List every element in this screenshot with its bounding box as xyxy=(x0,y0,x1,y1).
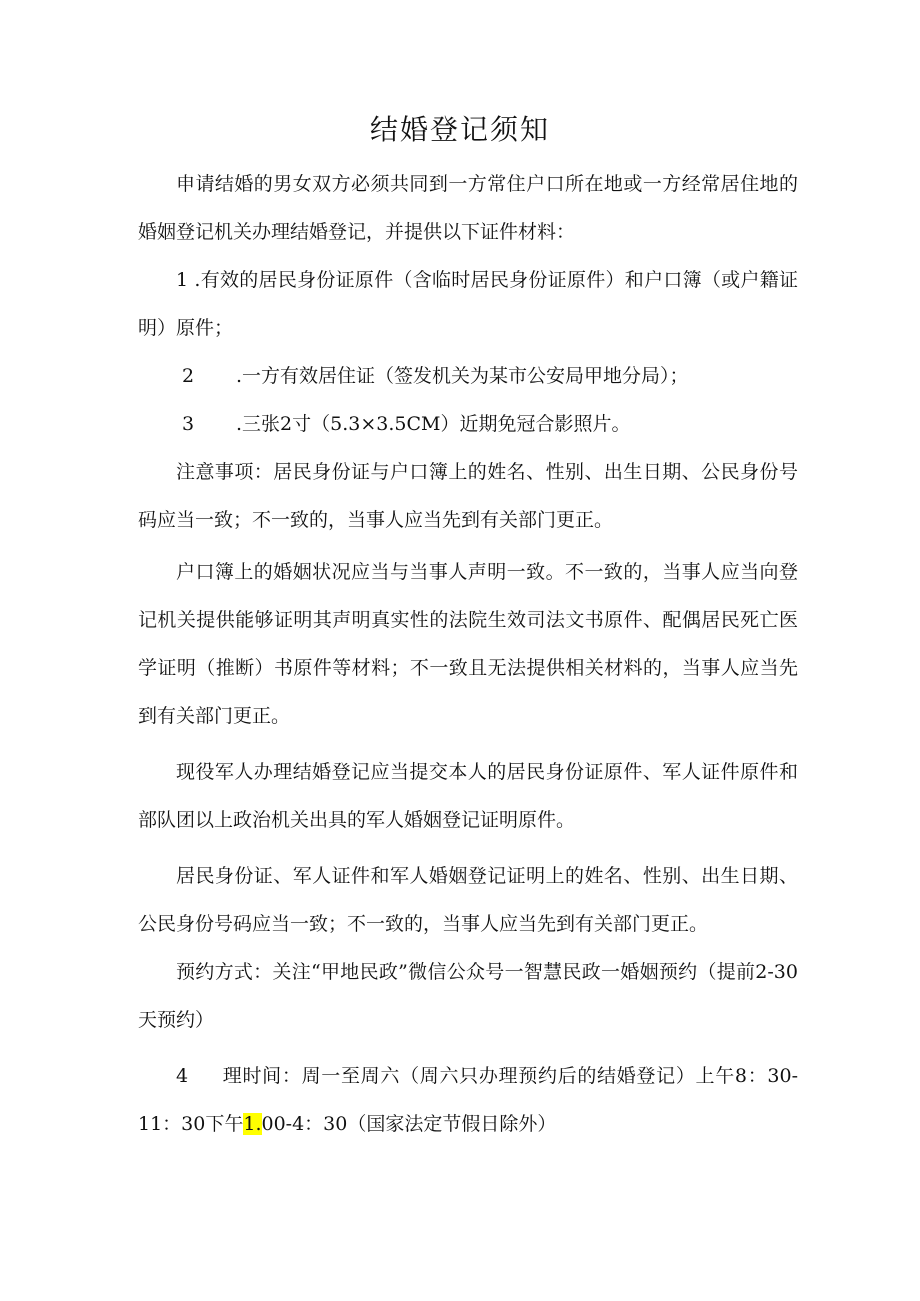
notice-paragraph: 注意事项：居民身份证与户口簿上的姓名、性别、出生日期、公民身份号码应当一致；不一致的，当事人应当先到有关部门更正。 xyxy=(138,461,798,531)
military-paragraph: 现役军人办理结婚登记应当提交本人的居民身份证原件、军人证件原件和部队团以上政治机关出具的军人婚姻登记证明原件。 xyxy=(138,761,798,831)
item-2-line xyxy=(138,352,798,400)
intro-paragraph: 申请结婚的男女双方必须共同到一方常住户口所在地或一方经常居住地的婚姻登记机关办理结婚登记，并提供以下证件材料： xyxy=(138,173,798,243)
office-hours-paragraph xyxy=(138,1052,798,1148)
item-2-number: 2 xyxy=(182,365,195,387)
document-body xyxy=(138,160,798,1148)
marriage-status-paragraph: 户口簿上的婚姻状况应当与当事人声明一致。不一致的，当事人应当向登记机关提供能够证明其声明真实性的法院生效司法文书原件、配偶居民死亡医学证明（推断）书原件等材料；不一致且无法提供相关材料的，当事人应当先到有关部门更正。 xyxy=(138,561,798,727)
item-3-text: .三张2寸（5.3×3.5CM）近期免冠合影照片。 xyxy=(236,413,631,435)
item-3-number: 3 xyxy=(182,413,195,435)
hours-text-part1: 理时间：周一至周六（周六只办理预约后的结婚登记）上午8：30-11：30下午 xyxy=(138,1065,798,1135)
appointment-paragraph: 预约方式：关注“甲地民政”微信公众号一智慧民政一婚姻预约（提前2-30天预约） xyxy=(138,961,798,1031)
document-title: 结婚登记须知 xyxy=(369,113,550,146)
hours-number: 4 xyxy=(176,1065,189,1087)
item-3-line xyxy=(138,400,798,448)
hours-text-part2: 00-4：30（国家法定节假日除外） xyxy=(261,1113,557,1135)
item-2-text: .一方有效居住证（签发机关为某市公安局甲地分局）； xyxy=(236,365,689,387)
highlighted-text: 1. xyxy=(243,1113,262,1135)
military-notice-paragraph: 居民身份证、军人证件和军人婚姻登记证明上的姓名、性别、出生日期、公民身份号码应当一致；不一致的，当事人应当先到有关部门更正。 xyxy=(138,865,798,935)
item-1-paragraph: 1 .有效的居民身份证原件（含临时居民身份证原件）和户口簿（或户籍证明）原件； xyxy=(138,269,798,339)
